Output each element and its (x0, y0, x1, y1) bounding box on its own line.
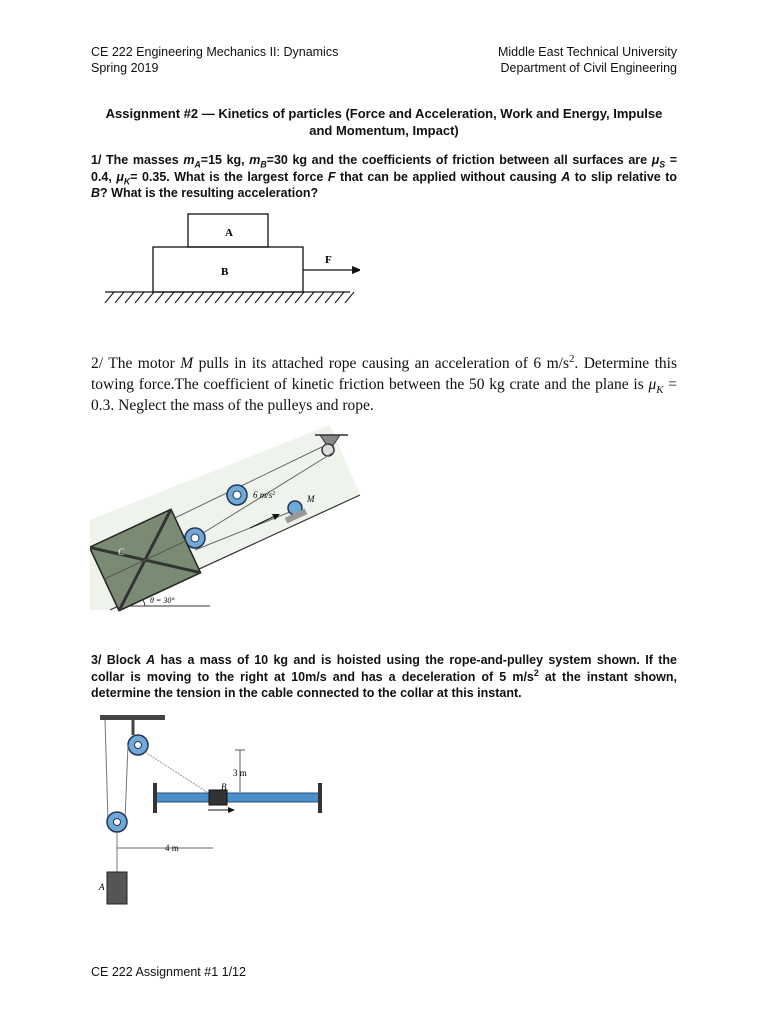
department-name: Department of Civil Engineering (500, 61, 677, 75)
label-F: F (325, 254, 332, 266)
collar-B (209, 790, 227, 805)
force-F-arrowhead (352, 266, 360, 274)
figure-2-incline (90, 420, 365, 615)
header-right (498, 44, 677, 76)
block-label: A (99, 882, 105, 892)
angle-label: θ = 30° (150, 596, 175, 605)
height-dim: 3 m (233, 768, 247, 778)
university-name: Middle East Technical University (497, 45, 677, 59)
velocity-arrow (228, 807, 235, 813)
figure-1-blocks (100, 208, 360, 308)
label-B: B (221, 266, 229, 278)
block-A (107, 872, 127, 904)
rope-left (125, 745, 128, 820)
term: Spring 2019 (91, 61, 159, 75)
title-line-1: Assignment #2 — Kinetics of particles (Force and Acceleration, Work and Energy, Impulse (105, 106, 663, 121)
assignment-title (80, 105, 688, 139)
header-left (91, 44, 338, 76)
page-footer: CE 222 Assignment #1 1/12 (91, 965, 246, 979)
horizontal-rod (155, 793, 320, 802)
width-dim: 4 m (165, 843, 179, 853)
ceiling-support (100, 715, 165, 720)
title-line-2: and Momentum, Impact) (309, 123, 459, 138)
left-wall (153, 783, 157, 813)
ground-hatching (105, 292, 354, 303)
label-A: A (225, 227, 233, 239)
collar-label: B (221, 782, 227, 792)
motor-label: M (307, 494, 315, 504)
acceleration-label: 6 $m/s^2$ (253, 490, 276, 500)
rope-fixed (105, 720, 108, 820)
question-3-text: 3/ Block A has a mass of 10 kg and is hoisted using the rope-and-pulley system shown. If the collar is moving to the right at 10m/s and has a deceleration of 5 $m/s^2$ at the instant shown, determine the tension in the cable connected to the collar at this instant. (91, 653, 677, 700)
right-wall (318, 783, 322, 813)
course-name: CE 222 Engineering Mechanics II: Dynamics (91, 45, 339, 59)
crate-label: C (118, 547, 125, 557)
figure-3-collar (95, 710, 335, 910)
question-2-text: 2/ The motor M pulls in its attached rope causing an acceleration of 6 $m/s^2$. Determine this towing force.The coefficient of kinetic friction between the 50 kg crate and the plane is $\mu_K = 0.3$. Neglect the mass of the pulleys and rope. (91, 352, 677, 414)
question-1-text: 1/ The masses $m_A=15$ kg, $m_B=30$ kg and the coefficients of friction between all surfaces are $\mu_S = 0.4$, $\mu_K= 0.35$. What is the largest force F that can be applied without causing A to slip relative to B? What is the resulting acceleration? (91, 153, 677, 200)
